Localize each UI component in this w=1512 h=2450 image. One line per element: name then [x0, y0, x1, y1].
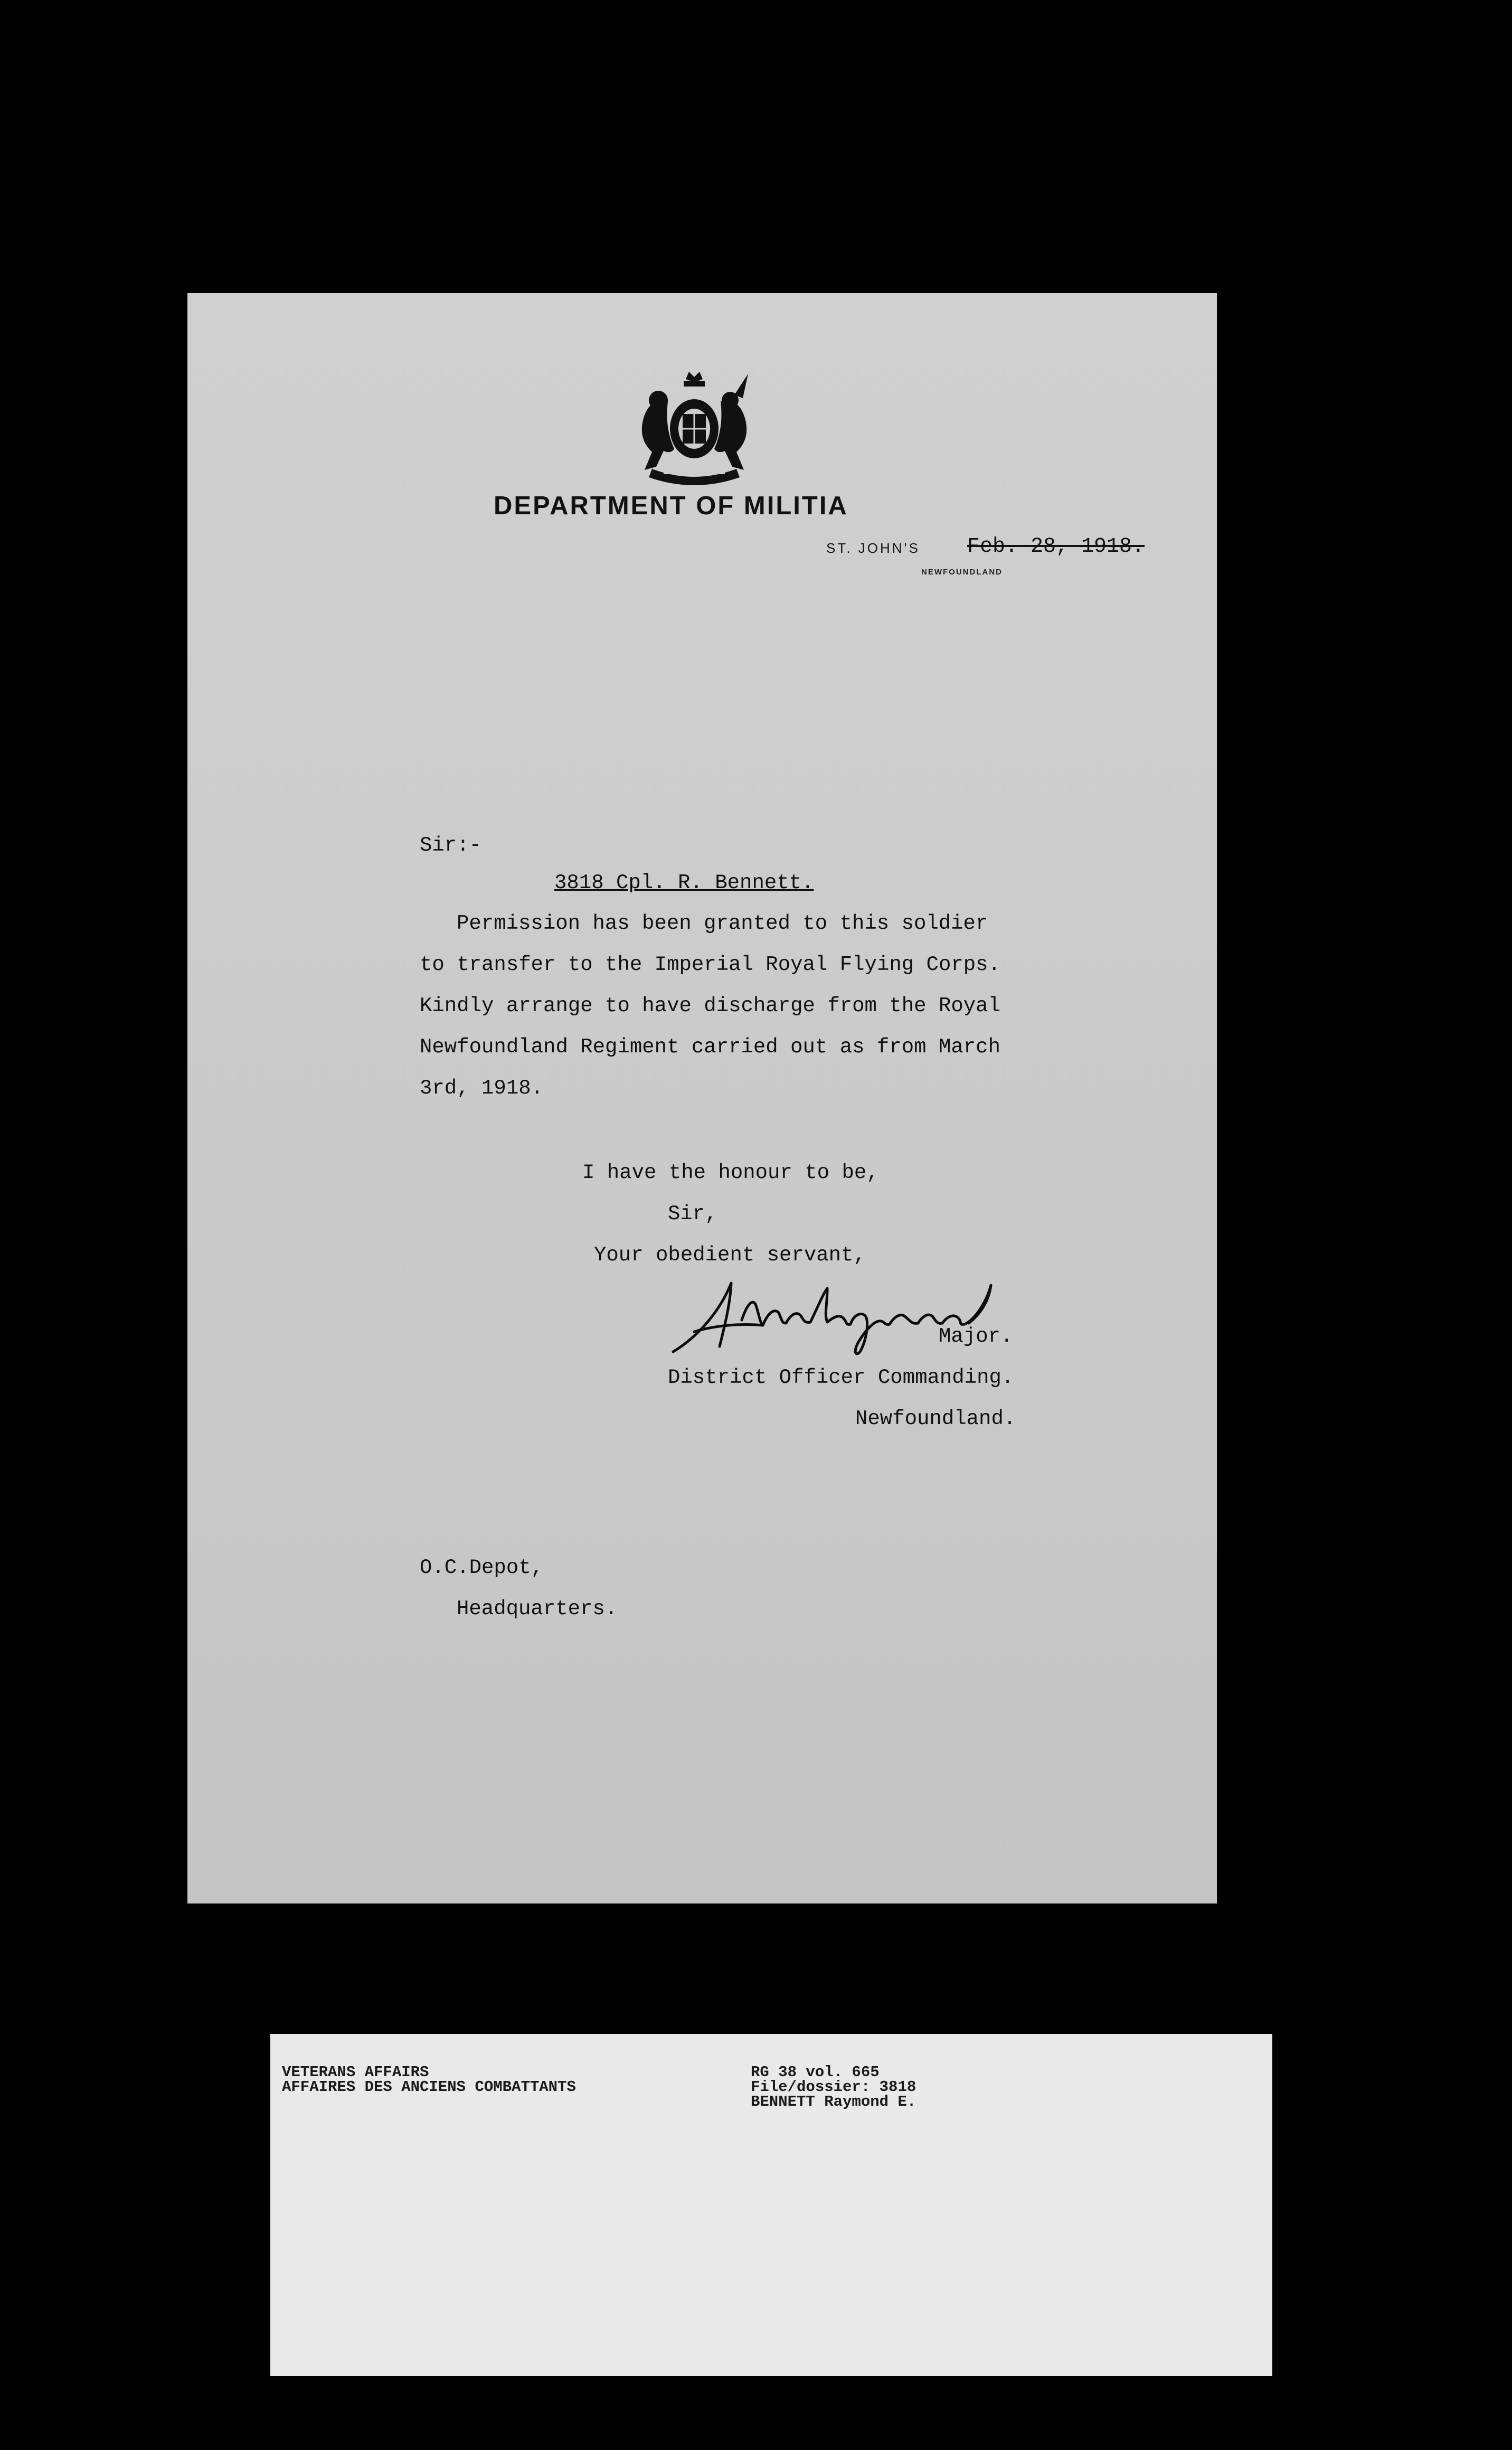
salutation: Sir:-	[420, 834, 482, 857]
signatory-title-line-2: Newfoundland.	[855, 1407, 1016, 1430]
body-line-5: 3rd, 1918.	[420, 1077, 544, 1100]
archive-file-number: File/dossier: 3818	[751, 2078, 916, 2096]
letterhead-title: DEPARTMENT OF MILITIA	[494, 492, 848, 520]
archive-agency-line-2: AFFAIRES DES ANCIENS COMBATTANTS	[282, 2078, 576, 2096]
closing-line-3: Your obedient servant,	[594, 1243, 866, 1267]
archive-record-group: RG 38 vol. 665	[751, 2063, 880, 2081]
letterhead-province: NEWFOUNDLAND	[921, 568, 1003, 577]
archive-soldier-name: BENNETT Raymond E.	[751, 2093, 916, 2110]
addressee-line-1: O.C.Depot,	[420, 1556, 544, 1579]
closing-line-2: Sir,	[668, 1202, 717, 1226]
body-line-1: Permission has been granted to this soldier	[457, 912, 988, 935]
signatory-title-line-1: District Officer Commanding.	[668, 1366, 1014, 1389]
body-line-3: Kindly arrange to have discharge from the Royal	[420, 994, 1000, 1017]
closing-line-1: I have the honour to be,	[582, 1161, 879, 1184]
subject-line: 3818 Cpl. R. Bennett.	[554, 871, 814, 894]
letter-date: Feb. 28, 1918.	[967, 535, 1145, 559]
signatory-rank: Major.	[939, 1325, 1013, 1348]
body-line-2: to transfer to the Imperial Royal Flying Corps.	[420, 953, 1000, 976]
royal-coat-of-arms-emblem	[631, 370, 758, 488]
letterhead-place: ST. JOHN'S	[826, 540, 920, 556]
body-line-4: Newfoundland Regiment carried out as from March	[420, 1035, 1000, 1059]
archive-reference-card	[270, 2034, 1272, 2376]
addressee-line-2: Headquarters.	[457, 1597, 618, 1620]
archive-agency-line-1: VETERANS AFFAIRS	[282, 2063, 429, 2081]
